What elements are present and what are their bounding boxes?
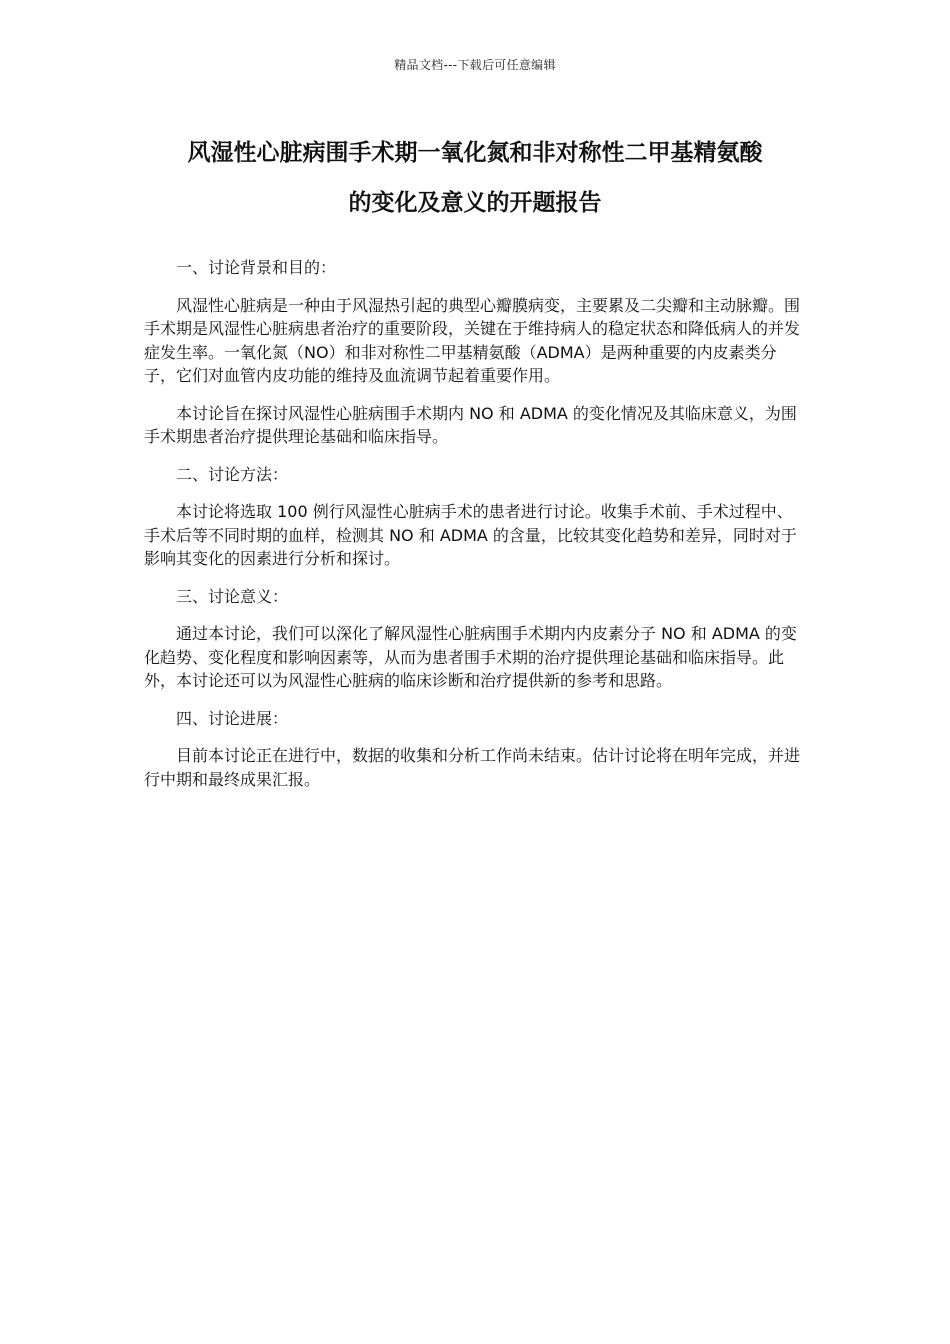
title-line-2: 的变化及意义的开题报告 <box>348 190 602 216</box>
paragraph-significance: 通过本讨论，我们可以深化了解风湿性心脏病围手术期内内皮素分子 NO 和 ADMA 的变化趋势、变化程度和影响因素等，从而为患者围手术期的治疗提供理论基础和临床指导。此外，本讨论还可以为风湿性心脏病的临床诊断和治疗提供新的参考和思路。 <box>144 624 797 690</box>
paragraph-purpose: 本讨论旨在探讨风湿性心脏病围手术期内 NO 和 ADMA 的变化情况及其临床意义，为围手术期患者治疗提供理论基础和临床指导。 <box>144 403 797 446</box>
section-heading-methods: 二、讨论方法： <box>176 464 289 484</box>
paragraph-background: 风湿性心脏病是一种由于风湿热引起的典型心瓣膜病变，主要累及二尖瓣和主动脉瓣。围手术期是风湿性心脏病患者治疗的重要阶段，关键在于维持病人的稳定状态和降低病人的并发症发生率。一氧化氮（NO）和非对称性二甲基精氨酸（ADMA）是两种重要的内皮素类分子，它们对血管内皮功能的维持及血流调节起着重要作用。 <box>144 295 801 385</box>
document-title <box>140 128 810 228</box>
page-header: 精品文档---下载后可任意编辑 <box>394 58 556 72</box>
paragraph-methods: 本讨论将选取 100 例行风湿性心脏病手术的患者进行讨论。收集手术前、手术过程中、手术后等不同时期的血样，检测其 NO 和 ADMA 的含量，比较其变化趋势和差异，同时对于影响其变化的因素进行分析和探讨。 <box>144 502 797 568</box>
paragraph-progress: 目前本讨论正在进行中，数据的收集和分析工作尚未结束。估计讨论将在明年完成，并进行中期和最终成果汇报。 <box>144 746 801 789</box>
section-heading-progress: 四、讨论进展： <box>176 708 289 728</box>
section-heading-significance: 三、讨论意义： <box>176 586 289 606</box>
document-body <box>144 256 805 791</box>
title-line-1: 风湿性心脏病围手术期一氧化氮和非对称性二甲基精氨酸 <box>187 140 763 166</box>
section-heading-background: 一、讨论背景和目的： <box>176 258 337 277</box>
